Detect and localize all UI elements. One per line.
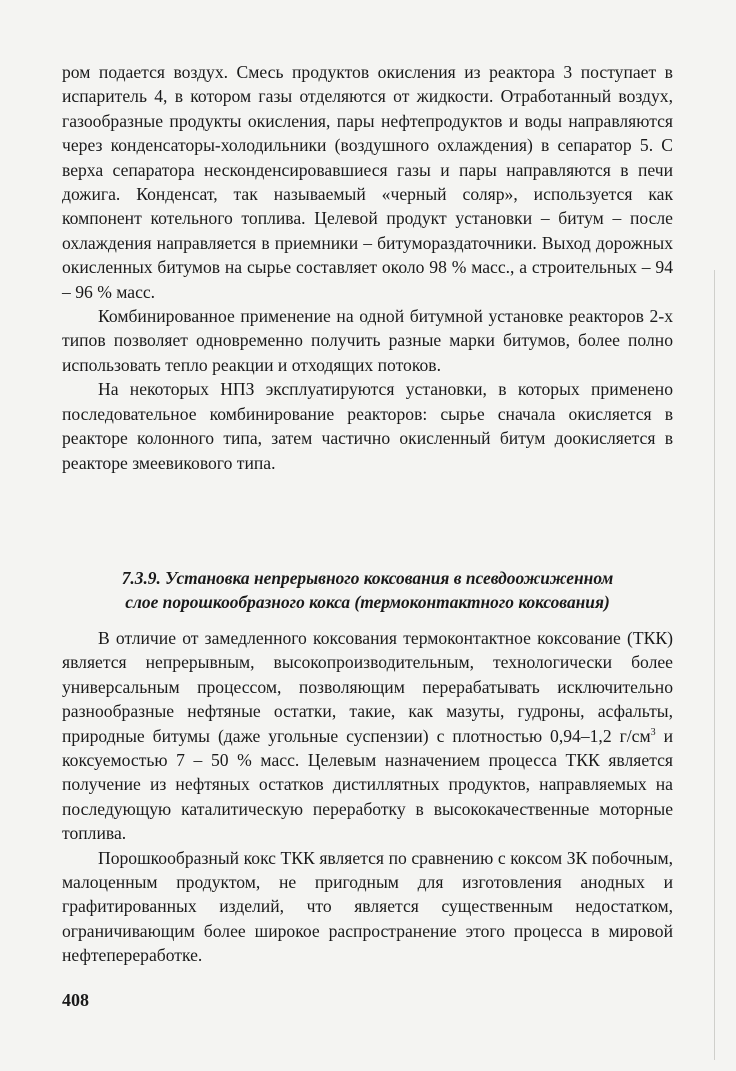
- paragraph-sequential-reactors: На некоторых НПЗ эксплуатируются установки, в которых применено последовательное комбинирование реакторов: сырье сначала окисляется в реакторе колонного типа, затем частично окисленный битум доокисляется в реакторе змеевикового типа.: [62, 379, 673, 473]
- superscript-cubic: 3: [650, 726, 656, 738]
- section-heading-line-2: слое порошкообразного кокса (термоконтактного коксования): [125, 592, 610, 612]
- text-block-bottom: [62, 626, 673, 968]
- paragraph-tkk-coke: Порошкообразный кокс ТКК является по сравнению с коксом ЗК побочным, малоценным продуктом, не пригодным для изготовления анодных и графитированных изделий, что является существенным недостатком, ограничивающим более широкое распространение этого процесса в мировой нефтепереработке.: [62, 847, 673, 966]
- text-block-top: [62, 60, 673, 475]
- paragraph-continuation: ром подается воздух. Смесь продуктов окисления из реактора 3 поступает в испаритель 4, в котором газы отделяются от жидкости. Отработанный воздух, газообразные продукты окисления, пары нефтепродуктов и воды направляются через конденсаторы-холодильники (воздушного охлаждения) в сепаратор 5. С верха сепаратора несконденсировавшиеся газы и пары направляются в печи дожига. Конденсат, так называемый «черный соляр», используется как компонент котельного топлива. Целевой продукт установки – битум – после охлаждения направляется в приемники – битумораздаточники. Выход дорожных окисленных битумов на сырье составляет около 98 % масс., а строительных – 94 – 96 % масс.: [62, 62, 673, 302]
- paragraph-tkk-intro-part-2: и коксуемостью 7 – 50 % масс. Целевым назначением процесса ТКК является получение из нефтяных остатков дистиллятных продуктов, направляемых на последующую каталитическую переработку в высококачественные моторные топлива.: [62, 725, 673, 844]
- paragraph-tkk-intro: [62, 626, 673, 846]
- section-heading: [62, 566, 673, 614]
- section-heading-line-1: 7.3.9. Установка непрерывного коксования в псевдоожиженном: [121, 568, 614, 588]
- paragraph-combined-reactors: Комбинированное применение на одной битумной установке реакторов 2-х типов позволяет одновременно получить разные марки битумов, более полно использовать тепло реакции и отходящих потоков.: [62, 306, 673, 375]
- scan-margin-line: [714, 270, 715, 1060]
- page-number: 408: [62, 990, 89, 1010]
- paragraph-tkk-intro-part-1: В отличие от замедленного коксования термоконтактное коксование (ТКК) является непрерывным, высокопроизводительным, технологически более универсальным процессом, позволяющим перерабатывать исключительно разнообразные нефтяные остатки, такие, как мазуты, гудроны, асфальты, природные битумы (даже угольные суспензии) с плотностью 0,94–1,2 г/см: [62, 628, 673, 746]
